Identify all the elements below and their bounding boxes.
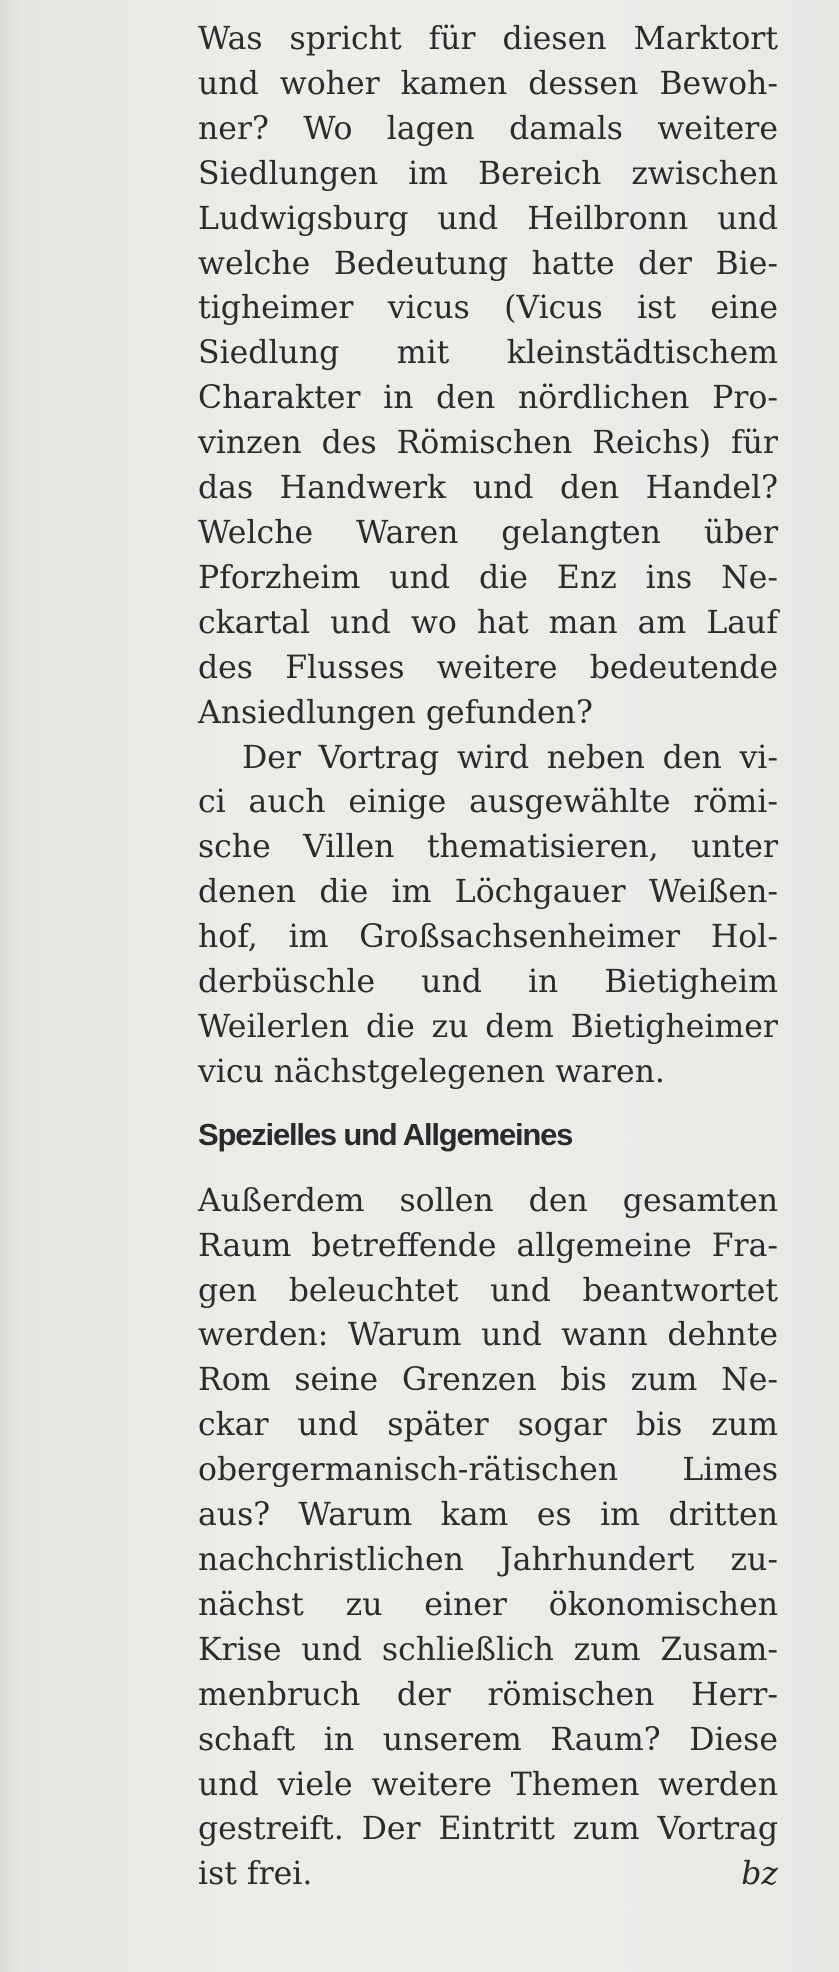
text-line: des Flusses weitere bedeutende <box>198 649 778 686</box>
text-line: hof, im Großsachsenheimer Hol- <box>198 919 778 956</box>
text-line: tigheimer vicus (Vicus ist eine <box>198 290 778 327</box>
text-line: Krise und schließlich zum Zusam- <box>198 1631 778 1668</box>
text-line: menbruch der römischen Herr- <box>198 1676 778 1713</box>
subheading: Spezielles und Allgemeines <box>198 1116 573 1152</box>
text-line: derbüschle und in Bietigheim <box>198 964 778 1001</box>
text-line: schaft in unserem Raum? Diese <box>198 1721 778 1758</box>
text-line: Charakter in den nördlichen Pro- <box>198 380 778 417</box>
text-line: welche Bedeutung hatte der Bie- <box>198 245 778 282</box>
text-line: und viele weitere Themen werden <box>198 1766 778 1803</box>
text-line: ckar und später sogar bis zum <box>198 1407 778 1444</box>
text-line: vinzen des Römischen Reichs) für <box>198 425 778 462</box>
text-line: denen die im Löchgauer Weißen- <box>198 874 778 911</box>
author-byline: bz <box>741 1856 778 1893</box>
text-line: werden: Warum und wann dehnte <box>198 1317 778 1354</box>
text-line: vicu nächstgelegenen waren. <box>198 1053 665 1090</box>
text-line: und woher kamen dessen Bewoh- <box>198 65 778 102</box>
page-edge-shadow <box>0 0 22 1972</box>
text-line: Rom seine Grenzen bis zum Ne- <box>198 1362 778 1399</box>
text-line: sche Villen thematisieren, unter <box>198 829 778 866</box>
text-line: das Handwerk und den Handel? <box>198 470 778 507</box>
text-line: Siedlungen im Bereich zwischen <box>198 155 778 192</box>
text-line: obergermanisch-rätischen Limes <box>198 1452 778 1489</box>
text-line: Raum betreffende allgemeine Fra- <box>198 1227 778 1264</box>
text-line: nächst zu einer ökonomischen <box>198 1586 778 1623</box>
paragraph-3 <box>198 1179 778 1853</box>
text-line: nachchristlichen Jahrhundert zu- <box>198 1542 778 1578</box>
text-line: Welche Waren gelangten über <box>198 514 778 551</box>
text-line: Was spricht für diesen Marktort <box>198 21 778 57</box>
article-column <box>198 17 778 1897</box>
text-line: ckartal und wo hat man am Lauf <box>198 604 778 641</box>
text-line: Siedlung mit kleinstädtischem <box>198 335 778 372</box>
text-line: gestreift. Der Eintritt zum Vortrag <box>198 1811 778 1848</box>
text-line: Außerdem sollen den gesamten <box>198 1182 778 1219</box>
text-line: ner? Wo lagen damals weitere <box>198 110 778 147</box>
text-line: Der Vortrag wird neben den vi- <box>242 739 778 776</box>
text-line: gen beleuchtet und beantwortet <box>198 1272 778 1309</box>
text-line: Pforzheim und die Enz ins Ne- <box>198 559 778 596</box>
text-line: Ansiedlungen gefunden? <box>198 694 593 731</box>
closing-line <box>198 1852 778 1897</box>
paragraph-1 <box>198 17 778 736</box>
text-line: Ludwigsburg und Heilbronn und <box>198 200 778 237</box>
paragraph-2 <box>198 736 778 1095</box>
text-line: ci auch einige ausgewählte römi- <box>198 784 778 821</box>
closing-text: ist frei. <box>198 1856 313 1893</box>
text-line: Weilerlen die zu dem Bietigheimer <box>198 1008 778 1045</box>
text-line: aus? Warum kam es im dritten <box>198 1497 778 1534</box>
